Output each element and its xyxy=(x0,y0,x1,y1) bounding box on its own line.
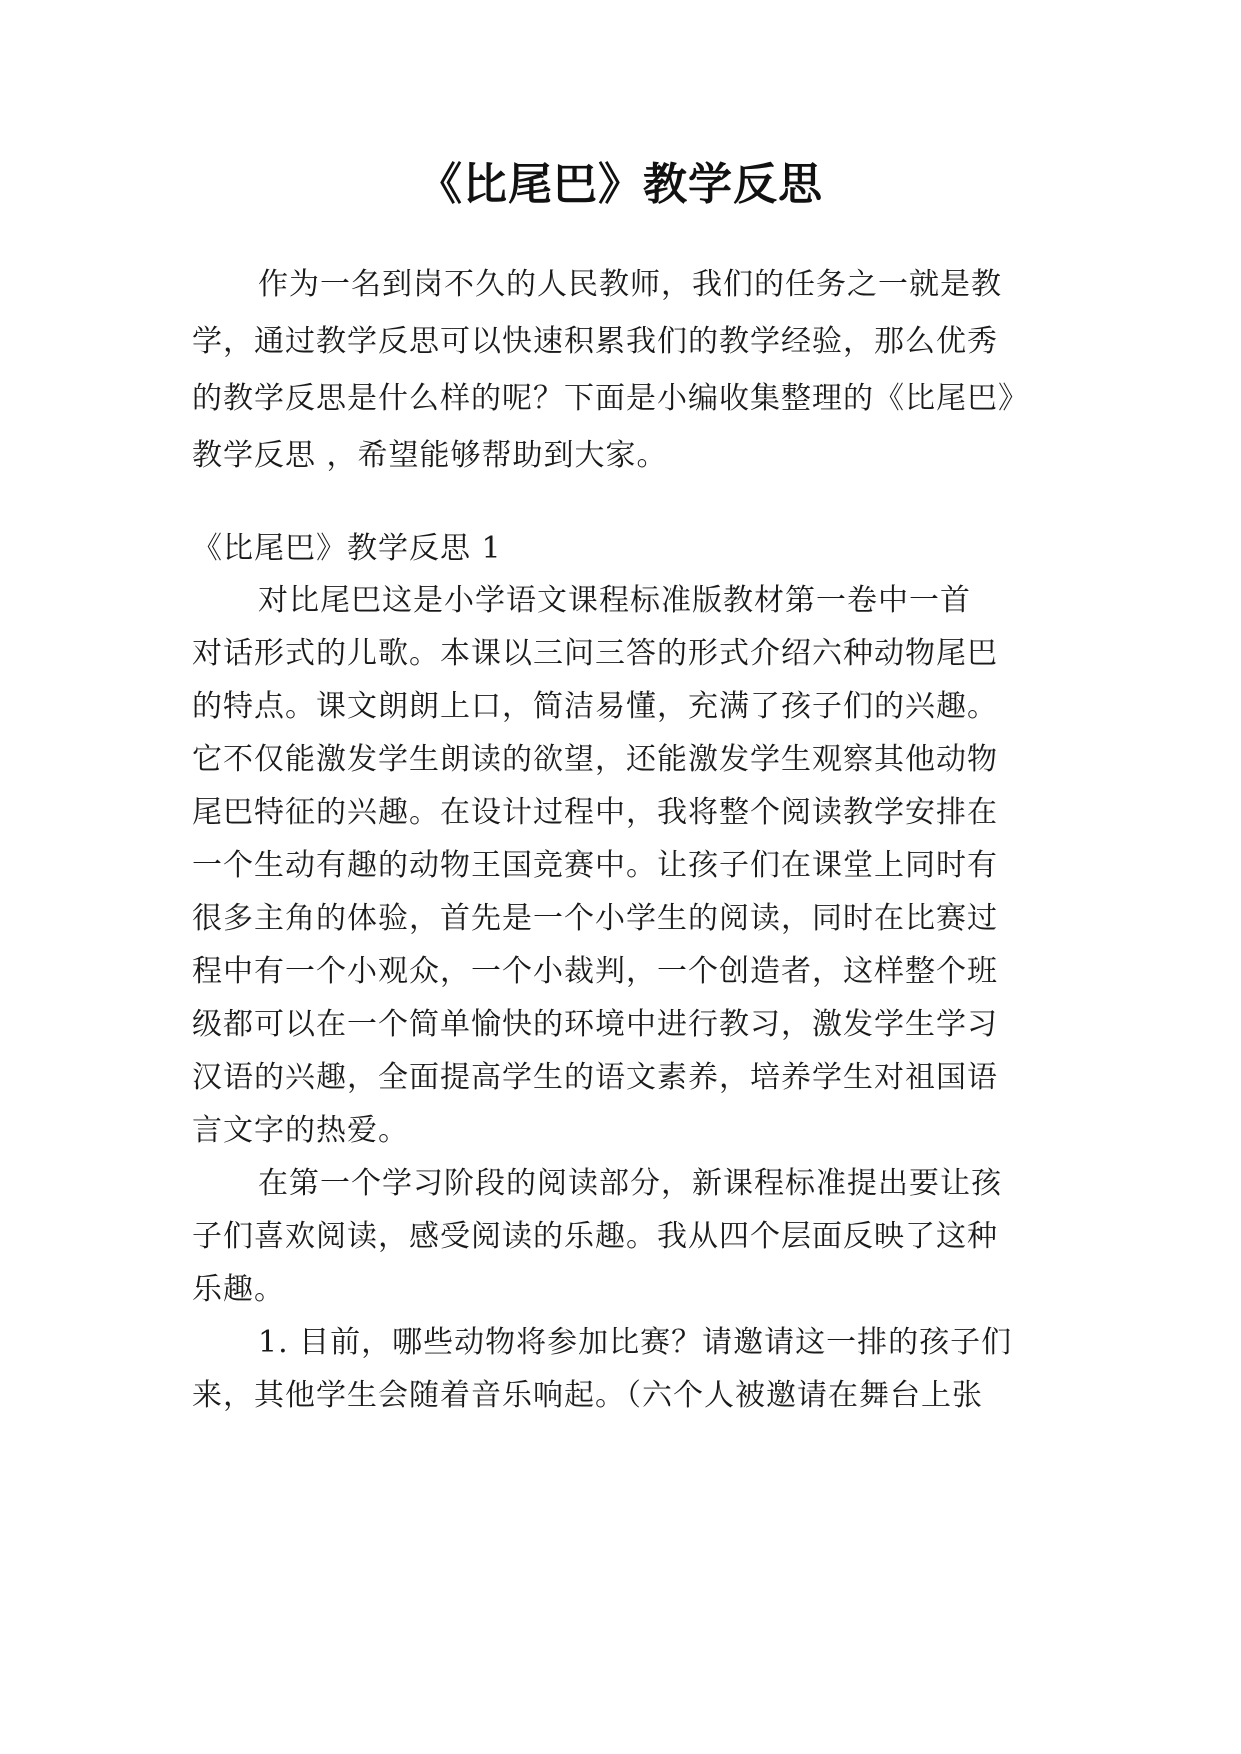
paragraph-line: 乐趣。 xyxy=(192,1272,285,1307)
paragraph-line: 级都可以在一个简单愉快的环境中进行教习，激发学生学习 xyxy=(192,1007,998,1042)
intro-line: 作为一名到岗不久的人民教师，我们的任务之一就是教 xyxy=(258,267,1002,302)
document-title: 《比尾巴》教学反思 xyxy=(418,159,823,210)
paragraph-line: 来，其他学生会随着音乐响起。（六个人被邀请在舞台上张 xyxy=(192,1378,983,1413)
paragraph-line: 汉语的兴趣，全面提高学生的语文素养，培养学生对祖国语 xyxy=(192,1060,998,1095)
intro-line: 教学反思 ，希望能够帮助到大家。 xyxy=(192,438,668,473)
paragraph-line: 很多主角的体验，首先是一个小学生的阅读，同时在比赛过 xyxy=(192,901,998,936)
paragraph-line: 1. 目前，哪些动物将参加比赛？请邀请这一排的孩子们 xyxy=(258,1325,1013,1360)
paragraph-line: 尾巴特征的兴趣。在设计过程中，我将整个阅读教学安排在 xyxy=(192,795,998,830)
intro-line: 学，通过教学反思可以快速积累我们的教学经验，那么优秀 xyxy=(192,324,998,359)
paragraph-line: 在第一个学习阶段的阅读部分，新课程标准提出要让孩 xyxy=(258,1166,1002,1201)
paragraph-line: 的特点。课文朗朗上口，简洁易懂，充满了孩子们的兴趣。 xyxy=(192,689,998,724)
paragraph-line: 言文字的热爱。 xyxy=(192,1113,409,1148)
paragraph-line: 对话形式的儿歌。本课以三问三答的形式介绍六种动物尾巴 xyxy=(192,636,998,671)
section-heading: 《比尾巴》教学反思 1 xyxy=(192,531,502,566)
paragraph-line: 一个生动有趣的动物王国竞赛中。让孩子们在课堂上同时有 xyxy=(192,848,998,883)
paragraph-line: 子们喜欢阅读，感受阅读的乐趣。我从四个层面反映了这种 xyxy=(192,1219,998,1254)
paragraph-line: 它不仅能激发学生朗读的欲望，还能激发学生观察其他动物 xyxy=(192,742,998,777)
paragraph-line: 对比尾巴这是小学语文课程标准版教材第一卷中一首 xyxy=(258,583,971,618)
intro-line: 的教学反思是什么样的呢？下面是小编收集整理的《比尾巴》 xyxy=(192,381,1029,416)
paragraph-line: 程中有一个小观众，一个小裁判，一个创造者，这样整个班 xyxy=(192,954,998,989)
